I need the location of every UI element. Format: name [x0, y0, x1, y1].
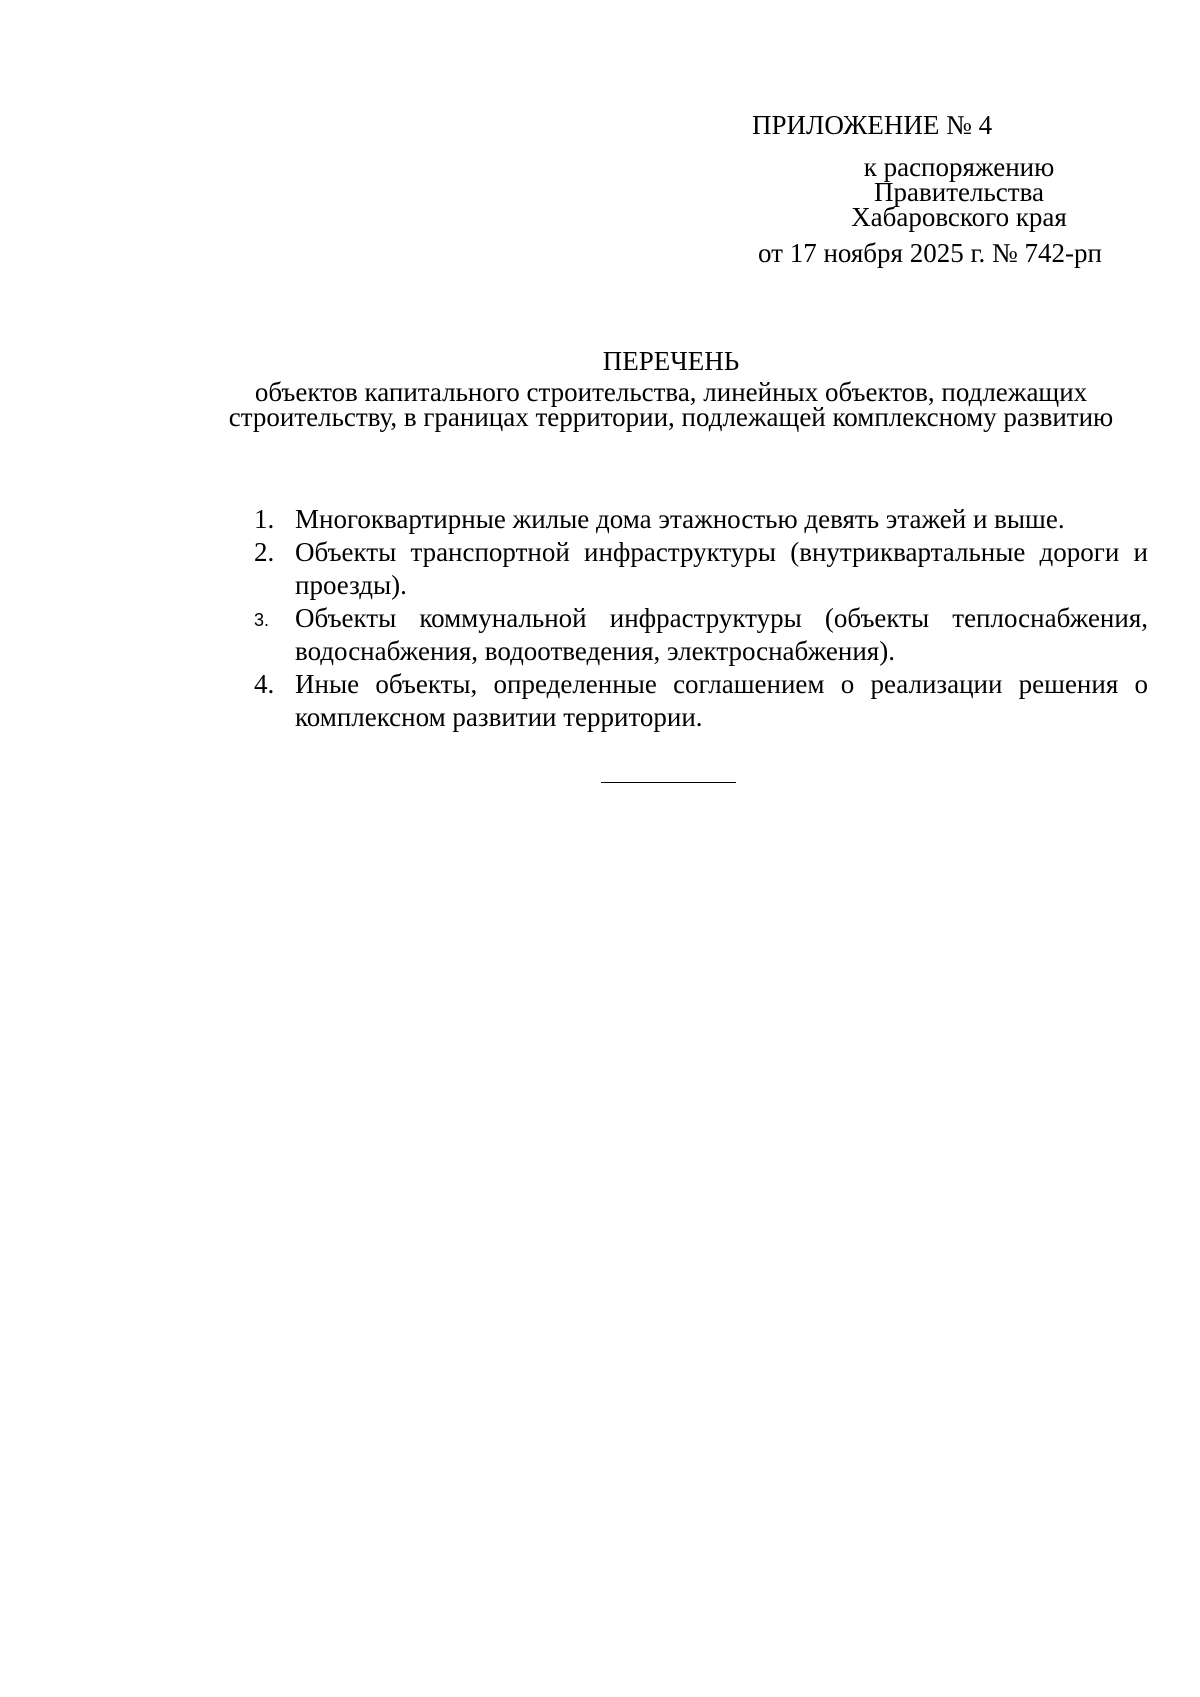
document-subtitle: объектов капитального строительства, линейных объектов, подлежащих строительству, в границах территории, подлежащей комплексному развитию [228, 377, 1114, 432]
list-item-number: 3. [254, 610, 270, 630]
list-item-text: Многоквартирные жилые дома этажностью девять этажей и выше. [295, 504, 1065, 534]
list-item-text: Объекты коммунальной инфраструктуры (объекты теплоснабжения, водоснабжения, водоотведения, электроснабжения). [295, 603, 1148, 666]
list-item-number: 4. [254, 669, 275, 699]
appendix-title: ПРИЛОЖЕНИЕ № 4 [752, 110, 993, 140]
list-item [254, 668, 1148, 734]
appendix-date: от 17 ноября 2025 г. № 742-рп [758, 238, 1102, 268]
closing-divider [601, 782, 736, 783]
document-title: ПЕРЕЧЕНЬ [602, 346, 740, 376]
appendix-reference-line: Хабаровского края [851, 202, 1067, 232]
list-item [254, 503, 1148, 536]
appendix-reference-line: к распоряжению [863, 152, 1055, 182]
document-heading [190, 346, 1152, 430]
appendix-reference [812, 152, 1106, 232]
objects-list [254, 503, 1148, 734]
list-item-number: 2. [254, 537, 275, 567]
list-item [254, 536, 1148, 602]
list-item-text: Иные объекты, определенные соглашением о реализации решения о комплексном развитии территории. [295, 669, 1148, 732]
list-item-number: 1. [254, 504, 275, 534]
list-item [254, 602, 1148, 668]
appendix-reference-line: Правительства [874, 177, 1044, 207]
appendix-block [730, 112, 1190, 267]
list-item-text: Объекты транспортной инфраструктуры (внутриквартальные дороги и проезды). [295, 537, 1148, 600]
